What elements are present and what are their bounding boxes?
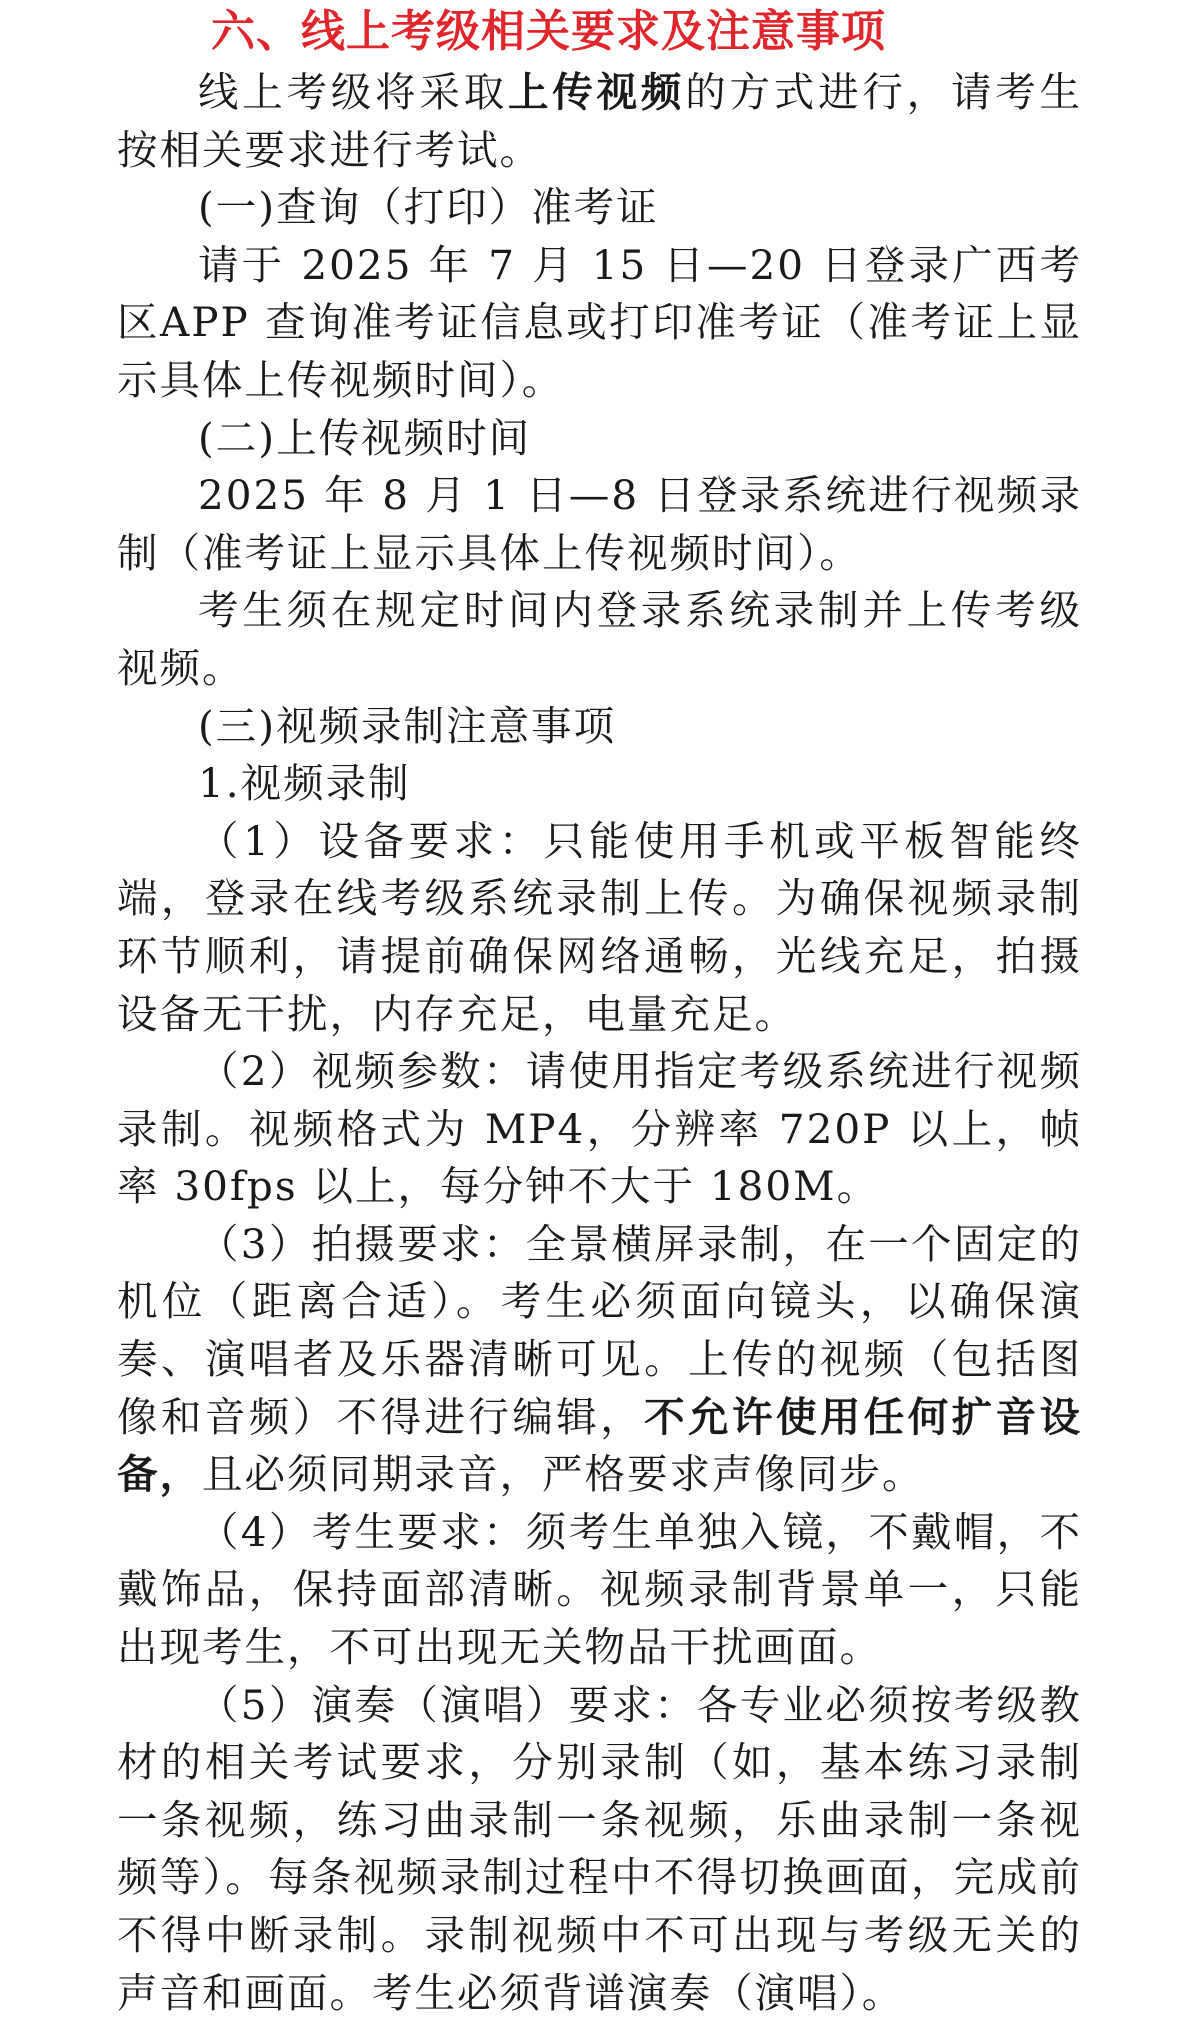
performance-requirements: （5）演奏（演唱）要求：各专业必须按考级教材的相关考试要求，分别录制（如，基本练习录制一条视频，练习曲录制一条视频，乐曲录制一条视频等）。每条视频录制过程中不得切换画面，完成前不得中断录制。录制视频中不可出现与考级无关的声音和画面。考生必须背谱演奏（演唱）。: [117, 1680, 1082, 2017]
device-requirements: （1）设备要求：只能使用手机或平板智能终端，登录在线考级系统录制上传。为确保视频录制环节顺利，请提前确保网络通畅，光线充足，拍摄设备无干扰，内存充足，电量充足。: [117, 816, 1082, 1038]
section2-heading: (二)上传视频时间: [198, 413, 532, 462]
shooting-text-end: 且必须同期录音，严格要求声像同步。: [202, 1450, 925, 1499]
section2-note: 考生须在规定时间内登录系统录制并上传考级视频。: [117, 586, 1082, 692]
section1-body: 请于 2025 年 7 月 15 日—20 日登录广西考区APP 查询准考证信息或打印准考证（准考证上显示具体上传视频时间）。: [117, 240, 1082, 404]
section3-heading: (三)视频录制注意事项: [198, 701, 617, 750]
section1-heading: (一)查询（打印）准考证: [198, 183, 659, 232]
document-page: [117, 0, 1082, 2022]
candidate-requirements: （4）考生要求：须考生单独入镜，不戴帽，不戴饰品，保持面部清晰。视频录制背景单一，只能出现考生，不可出现无关物品干扰画面。: [117, 1507, 1082, 1672]
intro-paragraph: [117, 64, 1082, 179]
intro-text: 线上考级将采取: [198, 68, 509, 116]
section2-body: 2025 年 8 月 1 日—8 日登录系统进行视频录制（准考证上显示具体上传视频时间）。: [117, 471, 1082, 577]
intro-text-end: 的方式进行，请考生按相关要求进行考试。: [117, 68, 1083, 174]
video-parameters: （2）视频参数：请使用指定考级系统进行视频录制。视频格式为 MP4，分辨率 720P 以上，帧率 30fps 以上，每分钟不大于 180M。: [117, 1047, 1082, 1211]
shooting-requirements: [117, 1216, 1082, 1504]
shooting-bold-text: 不允许使用任何扩音设备，: [117, 1392, 1083, 1499]
section3-subheading: 1.视频录制: [198, 759, 411, 808]
intro-bold-text: 上传视频: [508, 68, 686, 116]
section-title: 六、线上考级相关要求及注意事项: [211, 6, 886, 57]
shooting-text: （3）拍摄要求：全景横屏录制，在一个固定的机位（距离合适）。考生必须面向镜头，以确保演奏、演唱者及乐器清晰可见。上传的视频（包括图像和音频）不得进行编辑，: [117, 1219, 1082, 1441]
